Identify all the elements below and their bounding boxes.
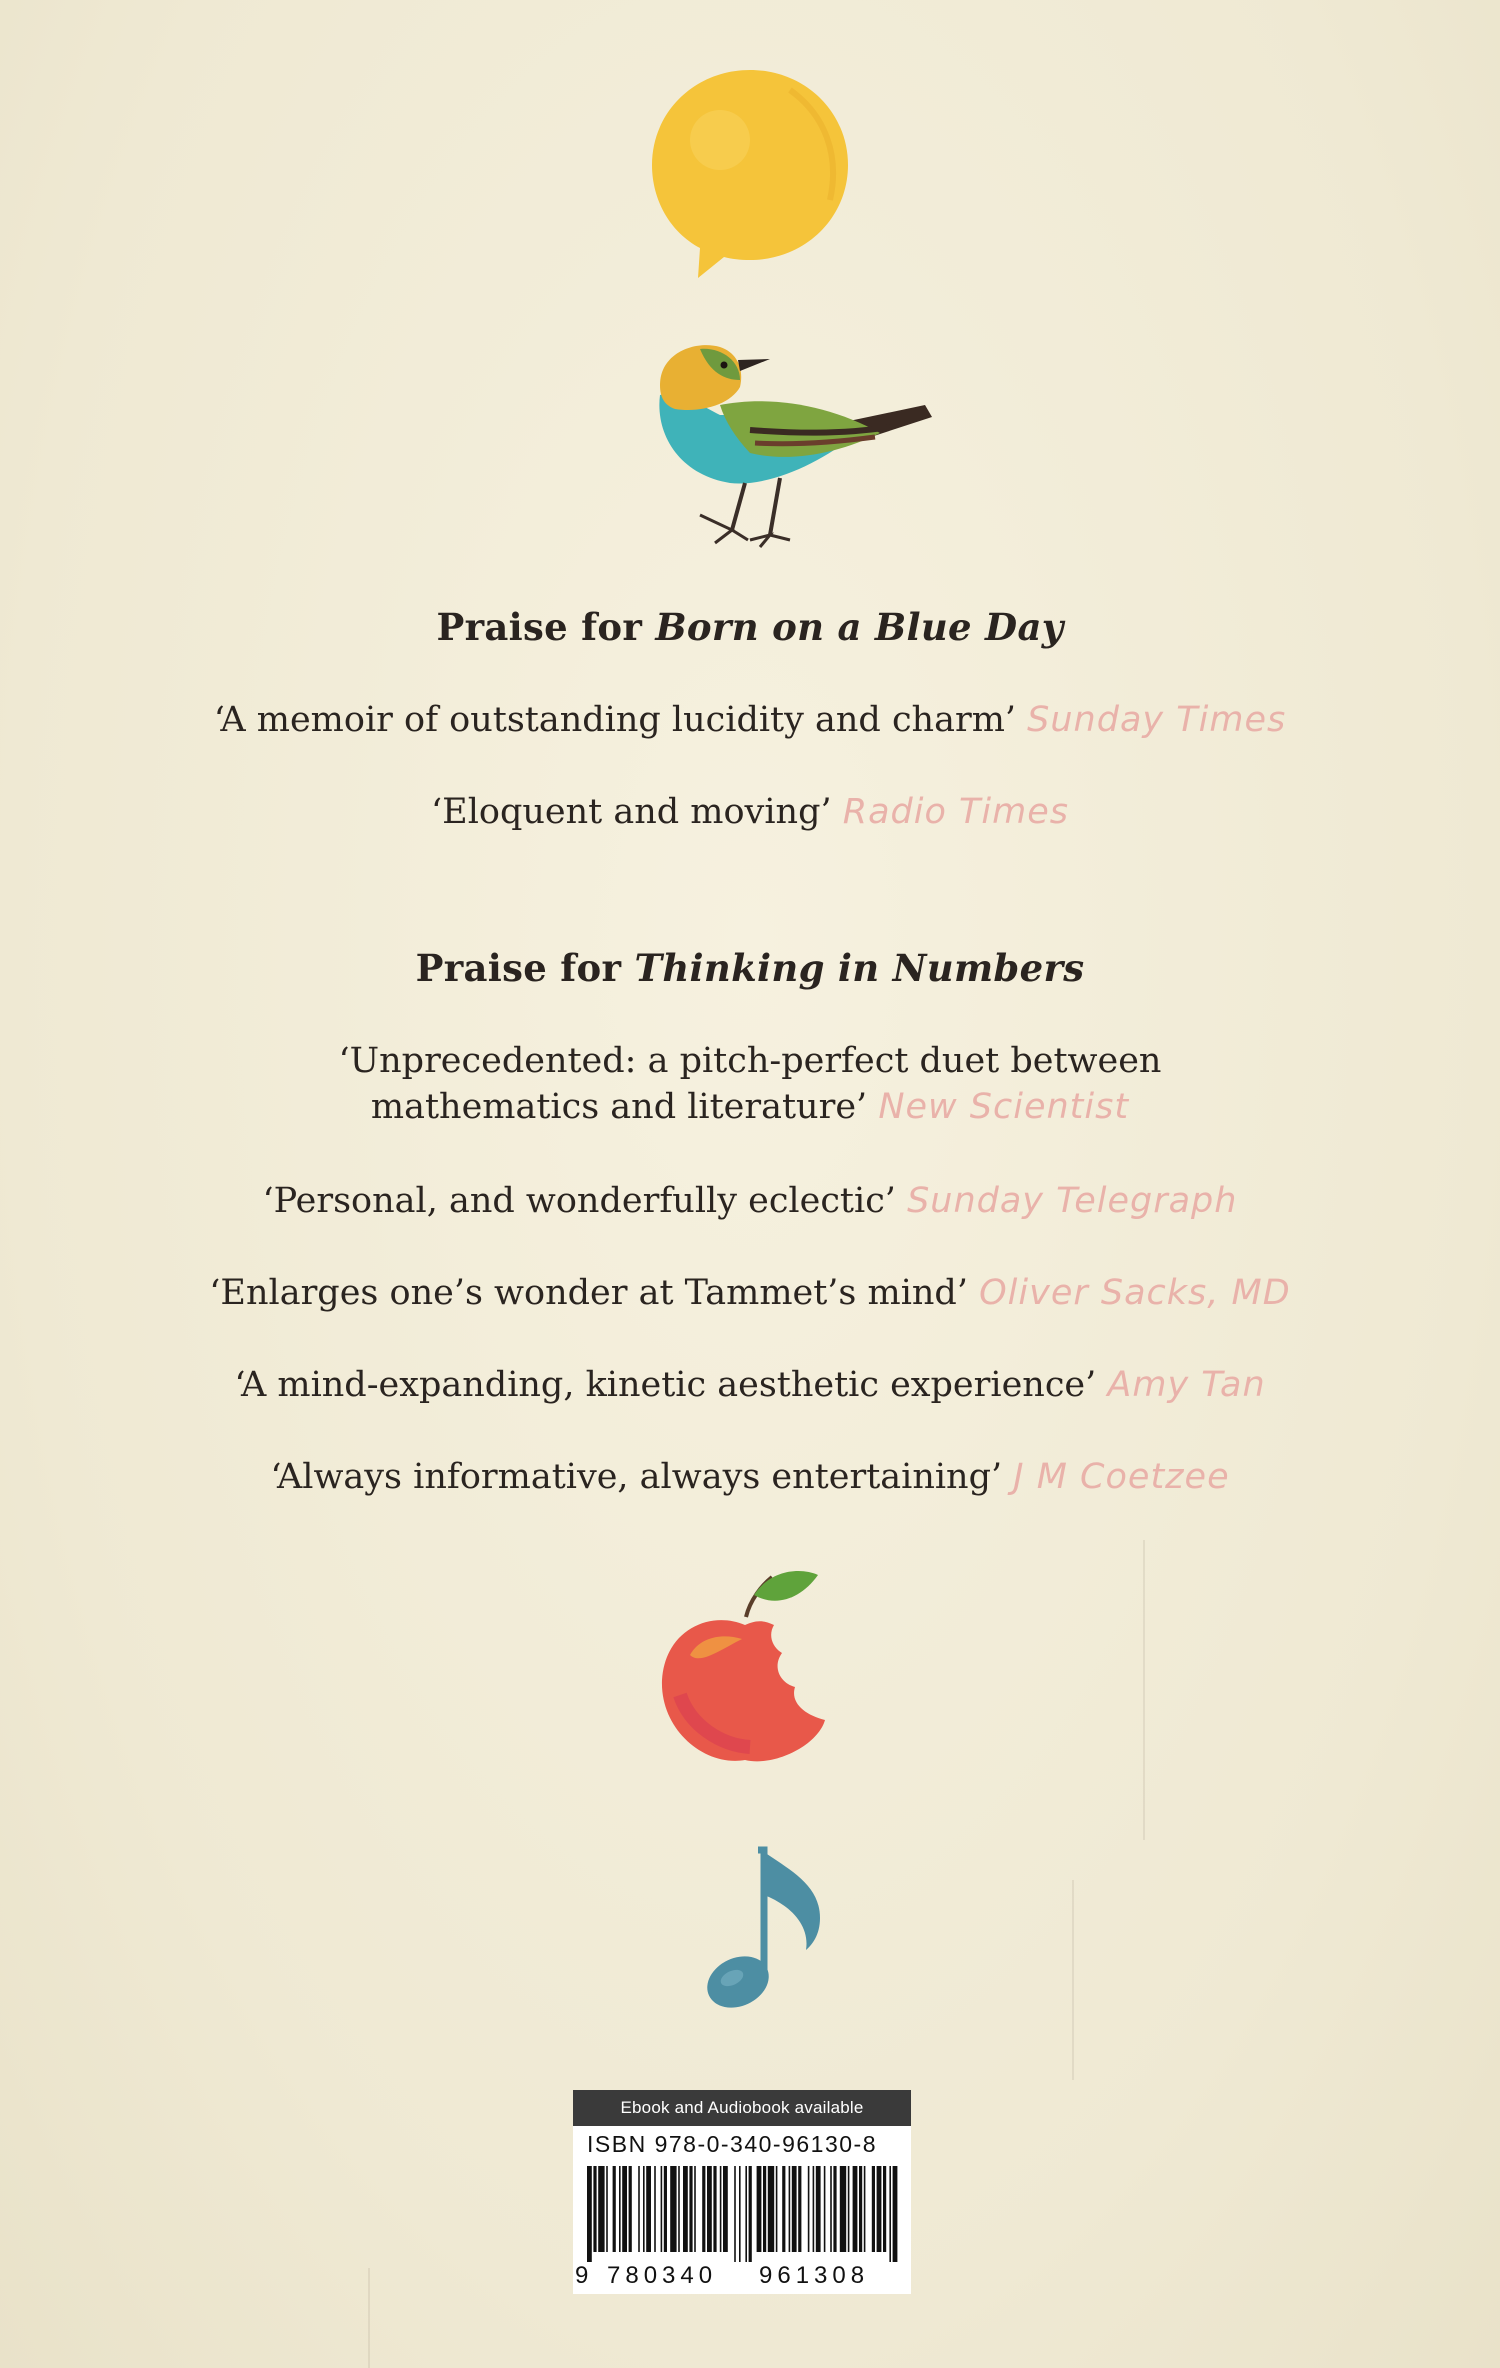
- barcode-bar: [654, 2166, 656, 2252]
- quote-source: Radio Times: [842, 792, 1069, 832]
- barcode-bar: [739, 2166, 741, 2262]
- barcode-bar: [723, 2166, 728, 2252]
- barcode-bar: [606, 2166, 608, 2252]
- barcode-bar: [830, 2166, 832, 2252]
- isbn-number: ISBN 978-0-340-96130-8: [587, 2131, 877, 2157]
- praise-heading-blue-day: [0, 605, 1500, 649]
- quote-text: ‘A mind-expanding, kinetic aesthetic experience’: [234, 1365, 1097, 1405]
- barcode-bar: [853, 2166, 858, 2252]
- apple-icon: [650, 1555, 840, 1775]
- barcode-bars: [583, 2166, 901, 2262]
- barcode-digits: [573, 2260, 911, 2292]
- review-quote: [0, 697, 1500, 743]
- barcode-bar: [883, 2166, 886, 2252]
- barcode-bar: [889, 2166, 891, 2262]
- barcode-bar: [877, 2166, 882, 2252]
- barcode-bar: [808, 2166, 810, 2252]
- quote-source: New Scientist: [878, 1087, 1130, 1127]
- barcode-bar: [707, 2166, 712, 2252]
- barcode-bar: [646, 2166, 651, 2252]
- quote-source: Sunday Times: [1027, 700, 1287, 740]
- paper-crease: [1072, 1880, 1074, 2080]
- barcode-bar: [694, 2166, 696, 2252]
- review-quote: [0, 1270, 1500, 1316]
- barcode-bar: [859, 2166, 862, 2252]
- quote-source: J M Coetzee: [1013, 1457, 1230, 1497]
- barcode-bar: [768, 2166, 774, 2252]
- quote-text-line: ‘Unprecedented: a pitch-perfect duet between: [338, 1041, 1162, 1081]
- barcode-digit-first: 9: [575, 2262, 589, 2289]
- bird-icon: [640, 335, 940, 555]
- review-quote: [0, 1178, 1500, 1224]
- barcode-bar: [824, 2166, 826, 2252]
- barcode-bar: [848, 2166, 850, 2252]
- quote-text: ‘Always informative, always entertaining’: [270, 1457, 1003, 1497]
- barcode-bar: [598, 2166, 604, 2252]
- barcode-bar: [833, 2166, 836, 2252]
- barcode-bar: [776, 2166, 778, 2252]
- barcode-bar: [745, 2166, 747, 2262]
- barcode-bar: [689, 2166, 692, 2252]
- barcode-bar: [872, 2166, 875, 2252]
- review-quote: [0, 789, 1500, 835]
- barcode-bar: [629, 2166, 632, 2252]
- quote-source: Amy Tan: [1107, 1365, 1266, 1405]
- review-quote: [0, 1362, 1500, 1408]
- barcode-bar: [593, 2166, 596, 2252]
- barcode-digit-group: 961308: [759, 2262, 870, 2289]
- barcode-bar: [713, 2166, 716, 2252]
- barcode-bar: [683, 2166, 688, 2252]
- barcode-bar: [587, 2166, 592, 2262]
- barcode-bar: [678, 2166, 680, 2252]
- barcode-bar: [864, 2166, 866, 2252]
- quote-text: ‘A memoir of outstanding lucidity and charm’: [213, 700, 1017, 740]
- praise-heading-prefix: Praise for: [436, 605, 656, 649]
- music-note-icon: [680, 1840, 840, 2020]
- barcode-digit-group: 780340: [607, 2262, 718, 2289]
- barcode-bar: [813, 2166, 815, 2252]
- paper-crease: [368, 2268, 370, 2368]
- paper-crease: [1143, 1540, 1145, 1840]
- barcode-bar: [789, 2166, 791, 2252]
- barcode-bar: [643, 2166, 645, 2252]
- barcode-label: [573, 2090, 911, 2294]
- barcode-bar: [613, 2166, 616, 2252]
- praise-heading-numbers: [0, 946, 1500, 990]
- barcode-bar: [638, 2166, 640, 2252]
- quote-text: ‘Personal, and wonderfully eclectic’: [262, 1181, 896, 1221]
- book-title: Born on a Blue Day: [655, 605, 1064, 649]
- barcode-bar: [840, 2166, 846, 2252]
- barcode-bar: [782, 2166, 785, 2252]
- barcode-bar: [664, 2166, 667, 2252]
- barcode-bar: [720, 2166, 722, 2252]
- barcode-bar: [734, 2166, 736, 2262]
- barcode-bar: [622, 2166, 627, 2252]
- speech-bubble-icon: [640, 60, 860, 280]
- barcode-bar: [893, 2166, 898, 2262]
- ebook-availability-banner: Ebook and Audiobook available: [573, 2090, 911, 2126]
- barcode-bar: [798, 2166, 801, 2252]
- praise-heading-prefix: Praise for: [415, 946, 635, 990]
- review-quote: [0, 1038, 1500, 1130]
- barcode-bar: [619, 2166, 621, 2252]
- review-quote: [0, 1454, 1500, 1500]
- barcode-bar: [702, 2166, 705, 2252]
- barcode-bar: [816, 2166, 821, 2252]
- barcode-bar: [792, 2166, 797, 2252]
- quote-source: Sunday Telegraph: [907, 1181, 1238, 1221]
- barcode-bar: [661, 2166, 663, 2252]
- quote-text-line: mathematics and literature’: [370, 1087, 868, 1127]
- quote-text: ‘Eloquent and moving’: [431, 792, 832, 832]
- barcode-bar: [763, 2166, 766, 2252]
- quote-source: Oliver Sacks, MD: [979, 1273, 1291, 1313]
- quote-text: ‘Enlarges one’s wonder at Tammet’s mind’: [209, 1273, 968, 1313]
- barcode-bar: [757, 2166, 762, 2252]
- barcode-bar: [670, 2166, 676, 2252]
- book-title: Thinking in Numbers: [634, 946, 1085, 990]
- barcode-bar: [749, 2166, 752, 2262]
